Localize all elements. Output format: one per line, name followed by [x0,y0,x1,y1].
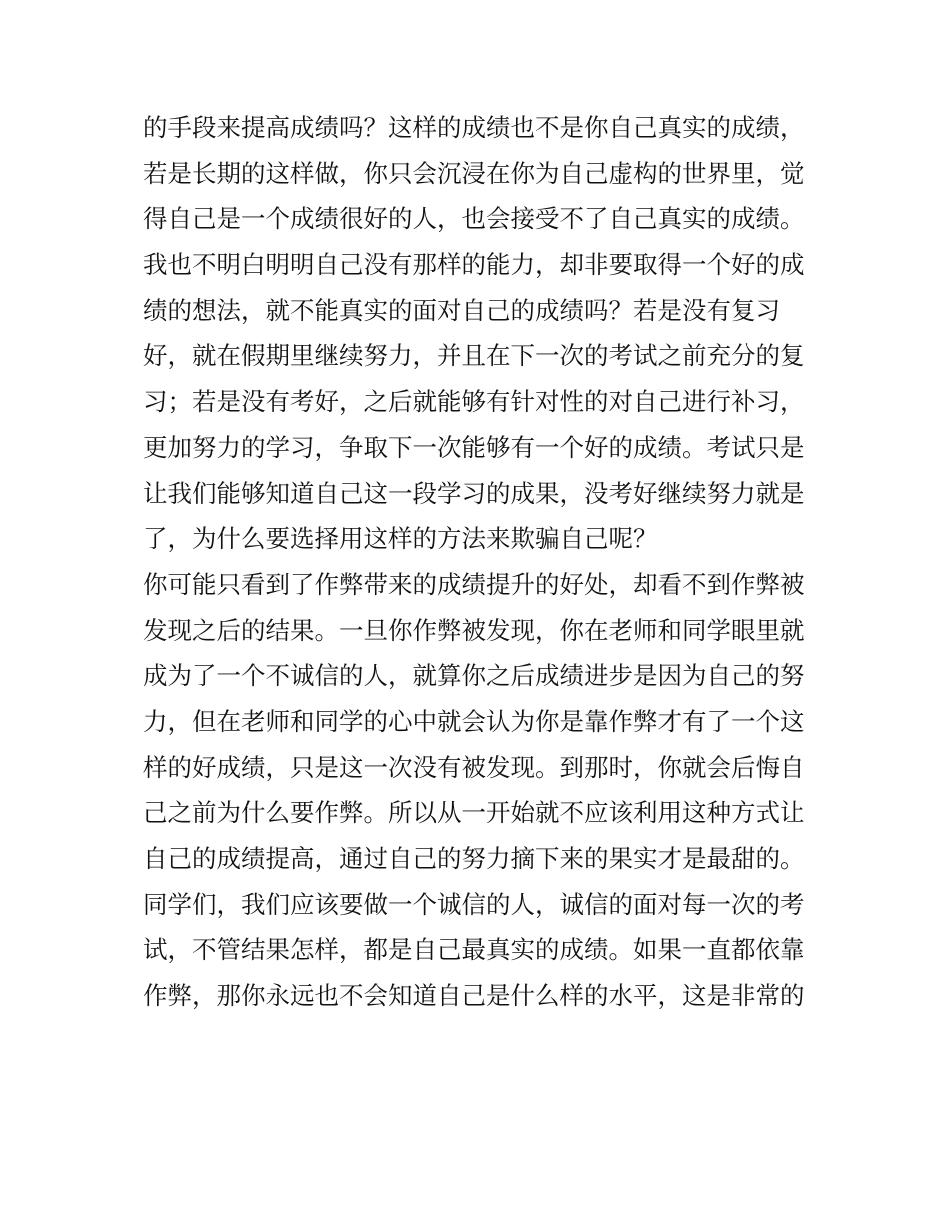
text-line-8: 更加努力的学习，争取下一次能够有一个好的成绩。考试只是 [143,432,805,462]
text-line-10: 了，为什么要选择用这样的方法来欺骗自己呢？ [143,524,658,554]
text-line-14: 力，但在老师和同学的心中就会认为你是靠作弊才有了一个这 [143,706,805,736]
text-line-13: 成为了一个不诚信的人，就算你之后成绩进步是因为自己的努 [143,661,805,691]
text-line-9: 让我们能够知道自己这一段学习的成果，没考好继续努力就是 [143,478,805,508]
text-line-11: 你可能只看到了作弊带来的成绩提升的好处，却看不到作弊被 [143,569,805,599]
text-line-20: 作弊，那你永远也不会知道自己是什么样的水平，这是非常的 [143,981,805,1011]
text-line-17: 自己的成绩提高，通过自己的努力摘下来的果实才是最甜的。 [143,844,805,873]
text-line-6: 好，就在假期里继续努力，并且在下一次的考试之前充分的复 [143,341,805,371]
body-text [143,105,823,1019]
text-line-3: 得自己是一个成绩很好的人，也会接受不了自己真实的成绩。 [143,204,805,234]
text-line-18: 同学们，我们应该要做一个诚信的人，诚信的面对每一次的考 [143,889,805,919]
text-line-5: 绩的想法，就不能真实的面对自己的成绩吗？若是没有复习 [143,295,780,325]
text-line-4: 我也不明白明明自己没有那样的能力，却非要取得一个好的成 [143,250,805,280]
text-line-1: 的手段来提高成绩吗？这样的成绩也不是你自己真实的成绩， [143,113,805,142]
text-line-2: 若是长期的这样做，你只会沉浸在你为自己虚构的世界里，觉 [143,158,805,188]
text-line-15: 样的好成绩，只是这一次没有被发现。到那时，你就会后悔自 [143,752,805,782]
text-line-16: 己之前为什么要作弊。所以从一开始就不应该利用这种方式让 [143,798,805,828]
text-line-19: 试，不管结果怎样，都是自己最真实的成绩。如果一直都依靠 [143,935,805,965]
text-line-12: 发现之后的结果。一旦你作弊被发现，你在老师和同学眼里就 [143,615,805,645]
text-line-7: 习；若是没有考好，之后就能够有针对性的对自己进行补习， [143,387,805,417]
